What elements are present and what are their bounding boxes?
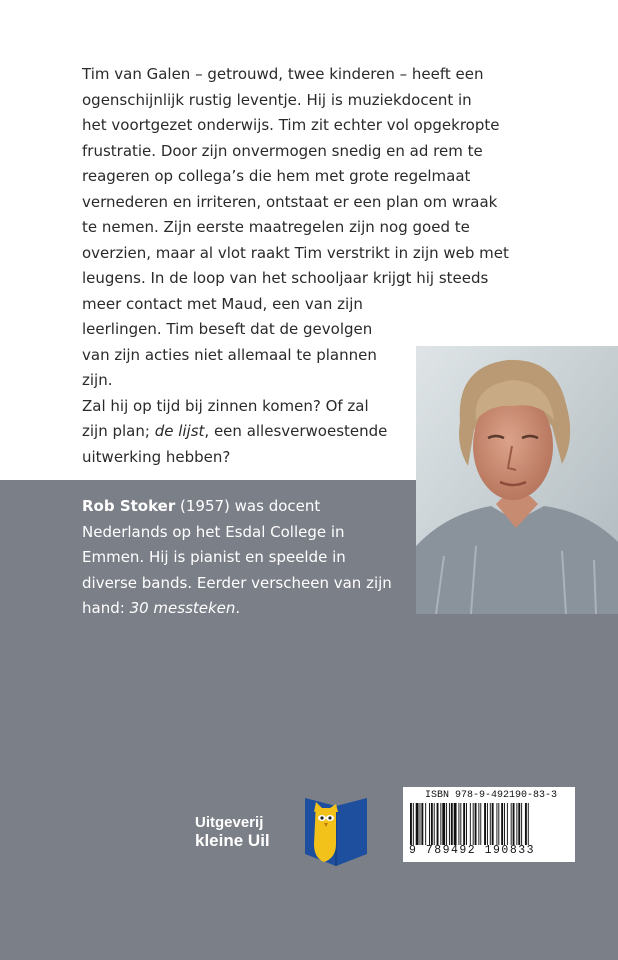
barcode-bar [466, 803, 467, 845]
barcode-bar [484, 803, 486, 845]
barcode-bar [463, 803, 465, 845]
author-portrait-image [416, 346, 618, 614]
barcode-bar [413, 803, 414, 845]
blurb-line: frustratie. Door zijn onvermogen snedig en ad rem te [82, 141, 483, 160]
previous-book-title: 30 messteken [129, 599, 236, 617]
barcode-bar [496, 803, 497, 845]
barcode-bar [458, 803, 459, 845]
bio-text: . [235, 599, 241, 617]
barcode-bar [490, 803, 491, 845]
blurb-line: meer contact met Maud, een van zijn [82, 294, 363, 313]
barcode-bar [473, 803, 474, 845]
blurb-text: zijn plan; [82, 422, 155, 440]
publisher-name [195, 814, 270, 850]
blurb-text: , een allesverwoestende [204, 422, 388, 440]
barcode-bar [431, 803, 433, 845]
bio-line: Emmen. Hij is pianist en speelde in [82, 548, 346, 566]
bio-line: diverse bands. Eerder verscheen van zijn [82, 573, 392, 592]
barcode-bar [446, 803, 447, 845]
barcode-bar [507, 803, 508, 845]
blurb-line: reageren op collega’s die hem met grote regelmaat [82, 167, 471, 185]
barcode-bars [410, 803, 568, 845]
barcode-bar [475, 803, 477, 845]
barcode-bar [478, 803, 479, 845]
author-photo [416, 346, 618, 614]
barcode-bar [516, 803, 517, 845]
barcode-bar [440, 803, 441, 845]
barcode-bar [498, 803, 499, 845]
barcode-bar [525, 803, 527, 845]
blurb-line: leugens. In de loop van het schooljaar krijgt hij steeds [82, 269, 489, 287]
isbn-barcode [403, 787, 575, 862]
barcode-bar [470, 803, 471, 845]
blurb-line: overzien, maar al vlot raakt Tim verstrikt in zijn web met [82, 243, 509, 262]
barcode-bar [454, 803, 457, 845]
barcode-bar [480, 803, 481, 845]
barcode-bar [425, 803, 426, 845]
barcode-bar [442, 803, 445, 845]
bio-line: Nederlands op het Esdal College in [82, 522, 345, 541]
bio-text: hand: [82, 599, 130, 617]
barcode-bar [421, 803, 423, 845]
author-bio [82, 494, 412, 622]
publisher-line-2: kleine Uil [195, 831, 270, 850]
blurb-line: vernederen en irriteren, ontstaat er een plan om wraak [82, 192, 498, 211]
barcode-bar [451, 803, 453, 845]
barcode-bar [521, 803, 522, 845]
barcode-bar [410, 803, 412, 845]
bio-line [82, 596, 412, 622]
bio-text: (1957) was docent [175, 497, 321, 515]
barcode-bar [492, 803, 494, 845]
barcode-bar [528, 803, 529, 845]
blurb-line: uitwerking hebben? [82, 447, 231, 466]
book-title: de lijst [154, 422, 205, 440]
barcode-bar [416, 803, 419, 845]
blurb-line: van zijn acties niet allemaal te plannen [82, 345, 377, 364]
barcode-bar [511, 803, 512, 845]
barcode-bar [434, 803, 435, 845]
blurb-line: ogenschijnlijk rustig leventje. Hij is muziekdocent in [82, 90, 472, 109]
blurb-line: zijn. [82, 371, 113, 389]
barcode-bar [487, 803, 488, 845]
blurb-line: Tim van Galen – getrouwd, twee kinderen – heeft een [82, 65, 484, 83]
publisher-line-1: Uitgeverij [195, 814, 264, 831]
blurb-line: leerlingen. Tim beseft dat de gevolgen [82, 320, 373, 338]
barcode-bar [429, 803, 430, 845]
barcode-digits: 9 789492 190833 [409, 844, 536, 857]
barcode-bar [501, 803, 503, 845]
blurb-line: Zal hij op tijd bij zinnen komen? Of zal [82, 396, 369, 415]
barcode-bar [460, 803, 461, 845]
barcode-bar [504, 803, 505, 845]
blurb-line: het voortgezet onderwijs. Tim zit echter vol opgekropte [82, 116, 500, 134]
barcode-bar [420, 803, 421, 845]
bio-line [82, 494, 412, 520]
owl-book-icon [302, 796, 370, 868]
barcode-bar [518, 803, 520, 845]
barcode-bar [513, 803, 515, 845]
isbn-label: ISBN 978-9-492190-83-3 [425, 790, 558, 801]
author-name: Rob Stoker [82, 497, 176, 515]
barcode-bar [449, 803, 450, 845]
barcode-bar [437, 803, 439, 845]
blurb-line: te nemen. Zijn eerste maatregelen zijn nog goed te [82, 218, 470, 236]
